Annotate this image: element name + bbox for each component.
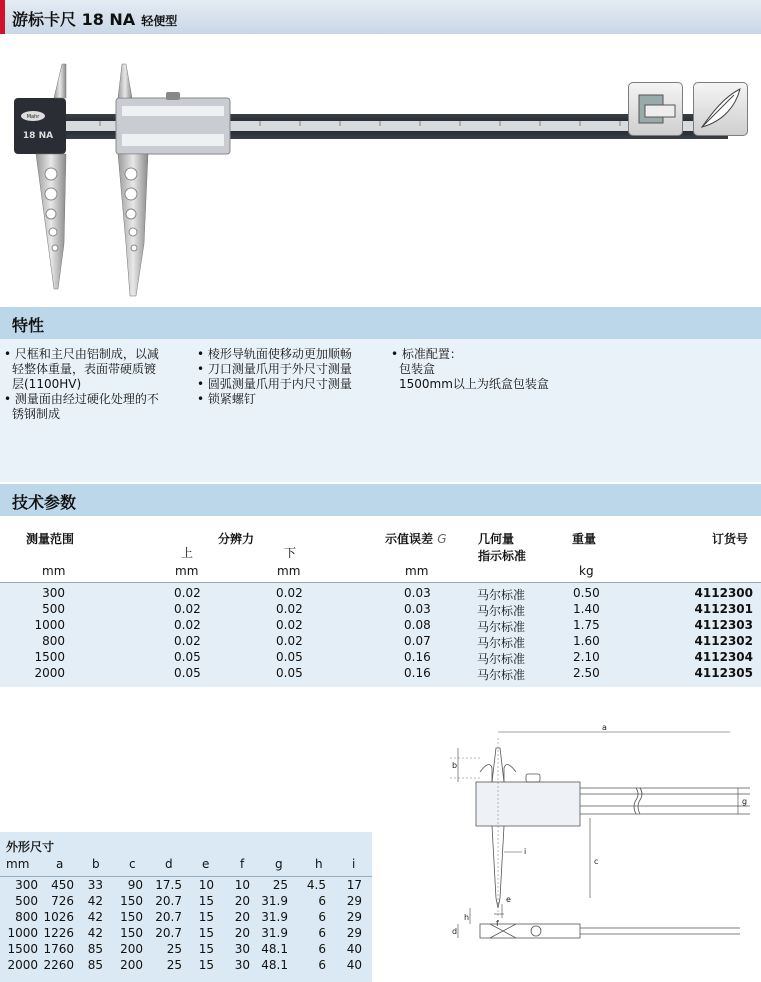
feature-line: • 测量面由经过硬化处理的不 <box>4 392 159 406</box>
cell-geometry: 马尔标准 <box>477 588 526 602</box>
dimensions-title: 外形尺寸 <box>6 840 55 854</box>
dim-col-i: i <box>352 857 356 871</box>
cell-order: 4112300 <box>694 586 753 600</box>
dim-label-f: f <box>496 919 499 928</box>
accent-bar <box>0 0 5 34</box>
table-row <box>0 650 761 666</box>
dim-col-mm: mm <box>6 857 30 871</box>
dim-label-e: e <box>506 895 511 904</box>
unit-upper: mm <box>175 564 199 578</box>
feature-line: • 尺框和主尺由铝制成，以减 <box>4 347 159 361</box>
cell-geometry: 马尔标准 <box>477 604 526 618</box>
dimension-drawing <box>440 718 761 980</box>
cell-range: 300 <box>42 586 65 600</box>
col-upper-header: 上 <box>181 546 194 560</box>
prism-guide-icon <box>628 82 683 136</box>
feature-line: • 棱形导轨面使移动更加顺畅 <box>197 347 352 361</box>
cell-range: 800 <box>42 634 65 648</box>
table-row: 500 726 42 150 20.7 15 20 31.9 6 29 <box>15 894 362 908</box>
cell-geometry: 马尔标准 <box>477 620 526 634</box>
col-geometry-header: 几何量 指示标准 <box>478 532 527 563</box>
cell-range: 1000 <box>34 618 65 632</box>
feature-line: • 圆弧测量爪用于内尺寸测量 <box>197 377 352 391</box>
unit-weight: kg <box>579 564 594 578</box>
cell-order: 4112301 <box>694 602 753 616</box>
cell-range: 500 <box>42 602 65 616</box>
cell-weight: 1.40 <box>573 602 600 616</box>
page-title: 游标卡尺 18 NA 轻便型 <box>12 10 178 29</box>
dim-col-g: g <box>275 857 283 871</box>
table-row: 1500 1760 85 200 25 15 30 48.1 6 40 <box>7 942 362 956</box>
features-col-3 <box>391 347 549 392</box>
brand-logo: Mahr <box>26 114 40 120</box>
col-weight-header: 重量 <box>572 532 597 546</box>
unit-error: mm <box>405 564 429 578</box>
cell-weight: 2.10 <box>573 650 600 664</box>
dim-col-f: f <box>240 857 245 871</box>
feature-line: 轻整体重量，表面带硬质镀 <box>12 362 157 376</box>
features-col-1 <box>4 347 159 422</box>
cell-upper: 0.02 <box>174 634 201 648</box>
cell-geometry: 马尔标准 <box>477 668 526 682</box>
cell-error: 0.08 <box>404 618 431 632</box>
cell-error: 0.16 <box>404 666 431 680</box>
cell-weight: 1.60 <box>573 634 600 648</box>
cell-order: 4112303 <box>694 618 753 632</box>
cell-order: 4112302 <box>694 634 753 648</box>
cell-lower: 0.02 <box>276 634 303 648</box>
caliper-illustration <box>0 34 761 306</box>
cell-error: 0.03 <box>404 586 431 600</box>
dim-label-g: g <box>742 797 748 806</box>
feature-line: • 锁紧螺钉 <box>197 392 256 406</box>
table-row: 300 450 33 90 17.5 10 10 25 4.5 17 <box>15 878 362 892</box>
unit-lower: mm <box>277 564 301 578</box>
table-row: 1000 1226 42 150 20.7 15 20 31.9 6 29 <box>7 926 362 940</box>
table-row <box>0 618 761 634</box>
cell-range: 1500 <box>34 650 65 664</box>
table-row <box>0 634 761 650</box>
fixed-head <box>14 98 66 154</box>
dim-col-a: a <box>56 857 64 871</box>
col-lower-header: 下 <box>284 546 297 560</box>
cell-order: 4112305 <box>694 666 753 680</box>
features-panel <box>0 339 761 482</box>
col-order-header: 订货号 <box>712 532 749 546</box>
feature-line: • 刀口测量爪用于外尺寸测量 <box>197 362 352 376</box>
dim-col-d: d <box>165 857 173 871</box>
cell-upper: 0.05 <box>174 650 201 664</box>
features-title: 特性 <box>12 316 45 335</box>
feather-light-icon <box>693 82 748 136</box>
error-symbol: G <box>437 532 447 546</box>
tech-header <box>0 484 761 516</box>
cell-lower: 0.05 <box>276 650 303 664</box>
page-subtitle: 轻便型 <box>141 14 178 28</box>
tech-data-rows <box>0 582 761 687</box>
dimensions-table <box>0 832 372 982</box>
product-image <box>0 34 761 306</box>
model-label: 18 NA <box>22 131 54 141</box>
table-row <box>0 666 761 682</box>
feature-line: 1500mm以上为纸盒包装盒 <box>399 377 549 391</box>
unit-range: mm <box>42 564 66 578</box>
dim-col-c: c <box>129 857 136 871</box>
dim-col-h: h <box>315 857 323 871</box>
cell-error: 0.07 <box>404 634 431 648</box>
table-row <box>0 586 761 602</box>
table-row: 800 1026 42 150 20.7 15 20 31.9 6 29 <box>15 910 362 924</box>
cell-weight: 0.50 <box>573 586 600 600</box>
dim-label-c: c <box>594 857 599 866</box>
cell-error: 0.03 <box>404 602 431 616</box>
cell-upper: 0.05 <box>174 666 201 680</box>
col-error-header: 示值误差 G <box>385 532 447 546</box>
cell-order: 4112304 <box>694 650 753 664</box>
cell-lower: 0.05 <box>276 666 303 680</box>
feature-line: • 标准配置： <box>391 347 462 361</box>
cell-upper: 0.02 <box>174 586 201 600</box>
col-resolution-header: 分辨力 <box>218 532 255 546</box>
dim-label-i: i <box>524 847 527 856</box>
features-header <box>0 307 761 339</box>
cell-lower: 0.02 <box>276 602 303 616</box>
dim-col-e: e <box>202 857 210 871</box>
cell-weight: 1.75 <box>573 618 600 632</box>
feature-line: 层(1100HV) <box>12 377 82 391</box>
dim-label-d: d <box>452 927 458 936</box>
dim-col-b: b <box>92 857 100 871</box>
dim-label-b: b <box>452 761 458 770</box>
dim-label-h: h <box>464 913 470 922</box>
cell-error: 0.16 <box>404 650 431 664</box>
cell-range: 2000 <box>34 666 65 680</box>
cell-upper: 0.02 <box>174 602 201 616</box>
table-row <box>0 602 761 618</box>
cell-lower: 0.02 <box>276 586 303 600</box>
col-range-header: 测量范围 <box>26 532 75 546</box>
feature-line: 锈钢制成 <box>12 407 61 421</box>
features-col-2 <box>197 347 352 407</box>
cell-weight: 2.50 <box>573 666 600 680</box>
dimensions-header-row <box>0 857 372 873</box>
cell-geometry: 马尔标准 <box>477 652 526 666</box>
dim-label-a: a <box>602 723 607 732</box>
cell-upper: 0.02 <box>174 618 201 632</box>
cell-geometry: 马尔标准 <box>477 636 526 650</box>
tech-title: 技术参数 <box>12 493 77 512</box>
locking-screw <box>166 92 180 100</box>
cell-lower: 0.02 <box>276 618 303 632</box>
feature-line: 包装盒 <box>399 362 436 376</box>
table-row: 2000 2260 85 200 25 15 30 48.1 6 40 <box>7 958 362 972</box>
page-header <box>0 0 761 34</box>
